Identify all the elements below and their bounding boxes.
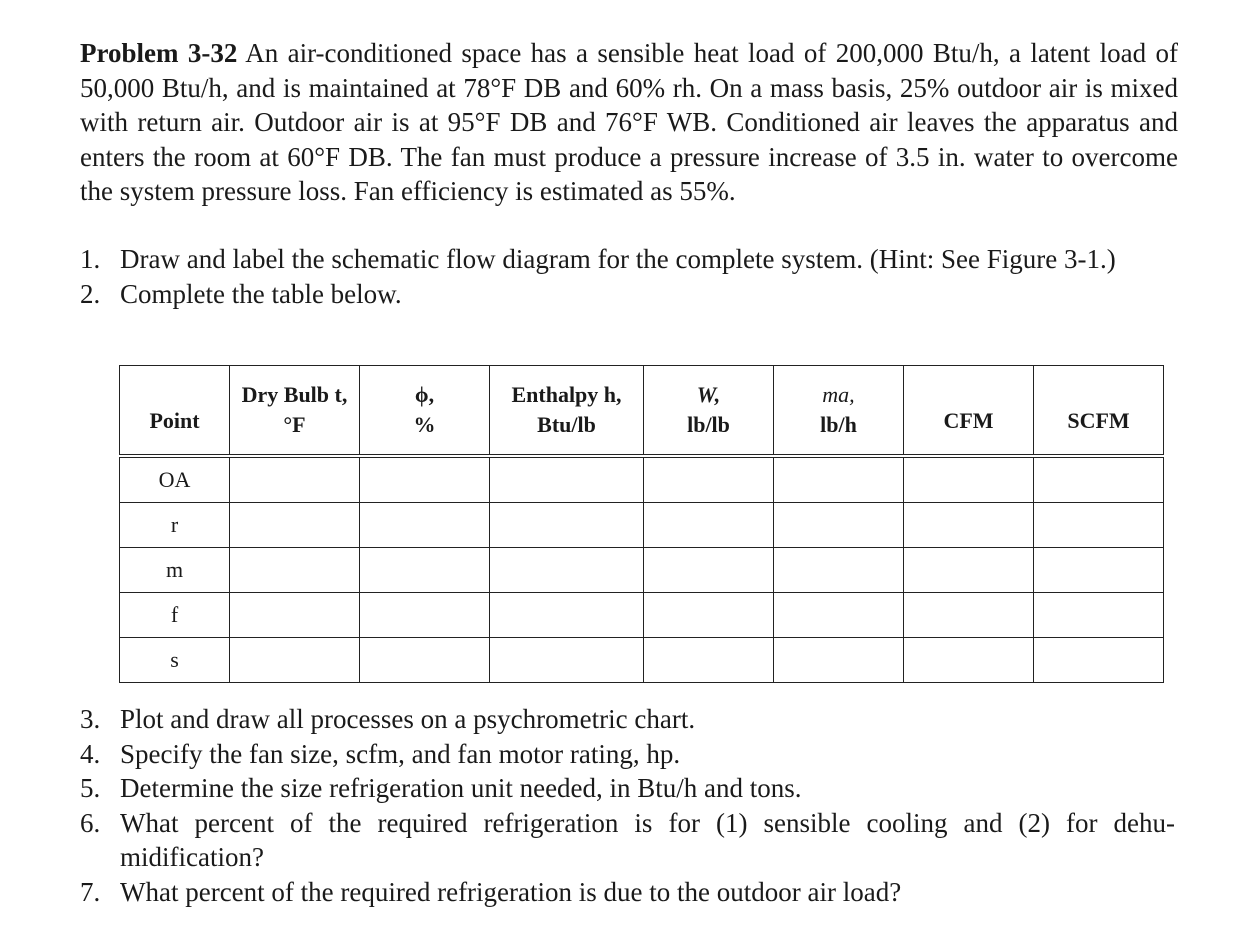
table-row [120, 593, 1164, 638]
table-cell[interactable] [230, 503, 360, 548]
table-cell[interactable] [904, 593, 1034, 638]
question-list-top [80, 242, 1175, 311]
question-number: 4. [80, 738, 101, 769]
table-cell[interactable] [1034, 548, 1164, 593]
table-cell[interactable] [360, 548, 490, 593]
table-cell[interactable] [904, 456, 1034, 503]
table-cell[interactable] [774, 548, 904, 593]
table-cell[interactable] [490, 456, 644, 503]
question-text: Draw and label the schematic flow diagram for the complete system. (Hint: See Figure 3-1.) [120, 244, 1116, 274]
table-cell[interactable] [230, 638, 360, 683]
table-cell[interactable] [360, 638, 490, 683]
table-cell[interactable] [644, 456, 774, 503]
question-item [80, 875, 1175, 910]
question-item [80, 806, 1175, 875]
question-text: Complete the table below. [120, 278, 402, 309]
table-cell[interactable] [1034, 593, 1164, 638]
question-text: What percent of the required refrigeration is due to the outdoor air load? [120, 876, 902, 907]
table-cell[interactable] [360, 593, 490, 638]
problem-text: An air-conditioned space has a sensible heat load of 200,000 Btu/h, a latent load of 50,000 Btu/h, and is maintained at 78°F DB and 60% rh. On a mass basis, 25% outdoor air is mixed with return air. Outdoor air is at 95°F DB and 76°F WB. Conditioned air leaves the apparatus and enters the room at 60°F DB. The fan must produce a pressure increase of 3.5 in. water to overcome the system pressure loss. Fan efficiency is estimated as 55%. [80, 38, 1178, 206]
table-cell[interactable] [490, 548, 644, 593]
table-cell[interactable] [904, 503, 1034, 548]
header-enthalpy: Enthalpy h, Btu/lb [490, 366, 644, 457]
question-number: 5. [80, 773, 101, 803]
header-cfm: CFM [904, 366, 1034, 457]
data-table-container [119, 365, 1164, 683]
header-dry-bulb: Dry Bulb t, °F [230, 366, 360, 457]
question-item [80, 242, 1175, 277]
table-cell[interactable] [1034, 456, 1164, 503]
table-cell[interactable] [774, 503, 904, 548]
question-text: Specify the fan size, scfm, and fan motor rating, hp. [120, 738, 681, 769]
table-cell[interactable] [230, 456, 360, 503]
question-number: 3. [80, 704, 101, 734]
question-list-bottom [80, 702, 1175, 909]
table-cell[interactable] [1034, 638, 1164, 683]
table-cell[interactable] [644, 593, 774, 638]
state-point-table [119, 365, 1164, 683]
table-cell[interactable] [904, 548, 1034, 593]
table-header-row [120, 366, 1164, 457]
table-cell[interactable] [230, 548, 360, 593]
question-number: 2. [80, 278, 101, 309]
problem-statement [80, 36, 1178, 209]
question-number: 7. [80, 876, 101, 907]
header-humidity-ratio: W, lb/lb [644, 366, 774, 457]
table-cell[interactable] [904, 638, 1034, 683]
row-label-oa: OA [120, 456, 230, 503]
problem-title: Problem 3-32 [80, 38, 238, 68]
table-row [120, 503, 1164, 548]
question-item [80, 277, 1175, 312]
table-cell[interactable] [774, 593, 904, 638]
table-cell[interactable] [644, 548, 774, 593]
row-label-f: f [120, 593, 230, 638]
header-scfm: SCFM [1034, 366, 1164, 457]
question-text: What percent of the required refrigeration is for (1) sensible cooling and (2) for dehu-midification? [120, 807, 1175, 872]
question-number: 6. [80, 807, 101, 838]
table-cell[interactable] [490, 593, 644, 638]
row-label-m: m [120, 548, 230, 593]
question-item [80, 771, 1175, 806]
header-point: Point [120, 366, 230, 457]
row-label-r: r [120, 503, 230, 548]
header-mass-flow: ma, lb/h [774, 366, 904, 457]
question-item [80, 702, 1175, 737]
table-cell[interactable] [1034, 503, 1164, 548]
table-cell[interactable] [360, 503, 490, 548]
table-row [120, 638, 1164, 683]
table-cell[interactable] [490, 638, 644, 683]
table-row [120, 456, 1164, 503]
table-cell[interactable] [774, 638, 904, 683]
table-cell[interactable] [644, 638, 774, 683]
table-cell[interactable] [644, 503, 774, 548]
table-cell[interactable] [360, 456, 490, 503]
question-text: Determine the size refrigeration unit needed, in Btu/h and tons. [120, 773, 802, 803]
table-row [120, 548, 1164, 593]
table-cell[interactable] [230, 593, 360, 638]
table-cell[interactable] [774, 456, 904, 503]
table-cell[interactable] [490, 503, 644, 548]
row-label-s: s [120, 638, 230, 683]
question-item [80, 737, 1175, 772]
question-number: 1. [80, 244, 101, 274]
header-relative-humidity: ϕ, % [360, 366, 490, 457]
question-text: Plot and draw all processes on a psychrometric chart. [120, 704, 696, 734]
